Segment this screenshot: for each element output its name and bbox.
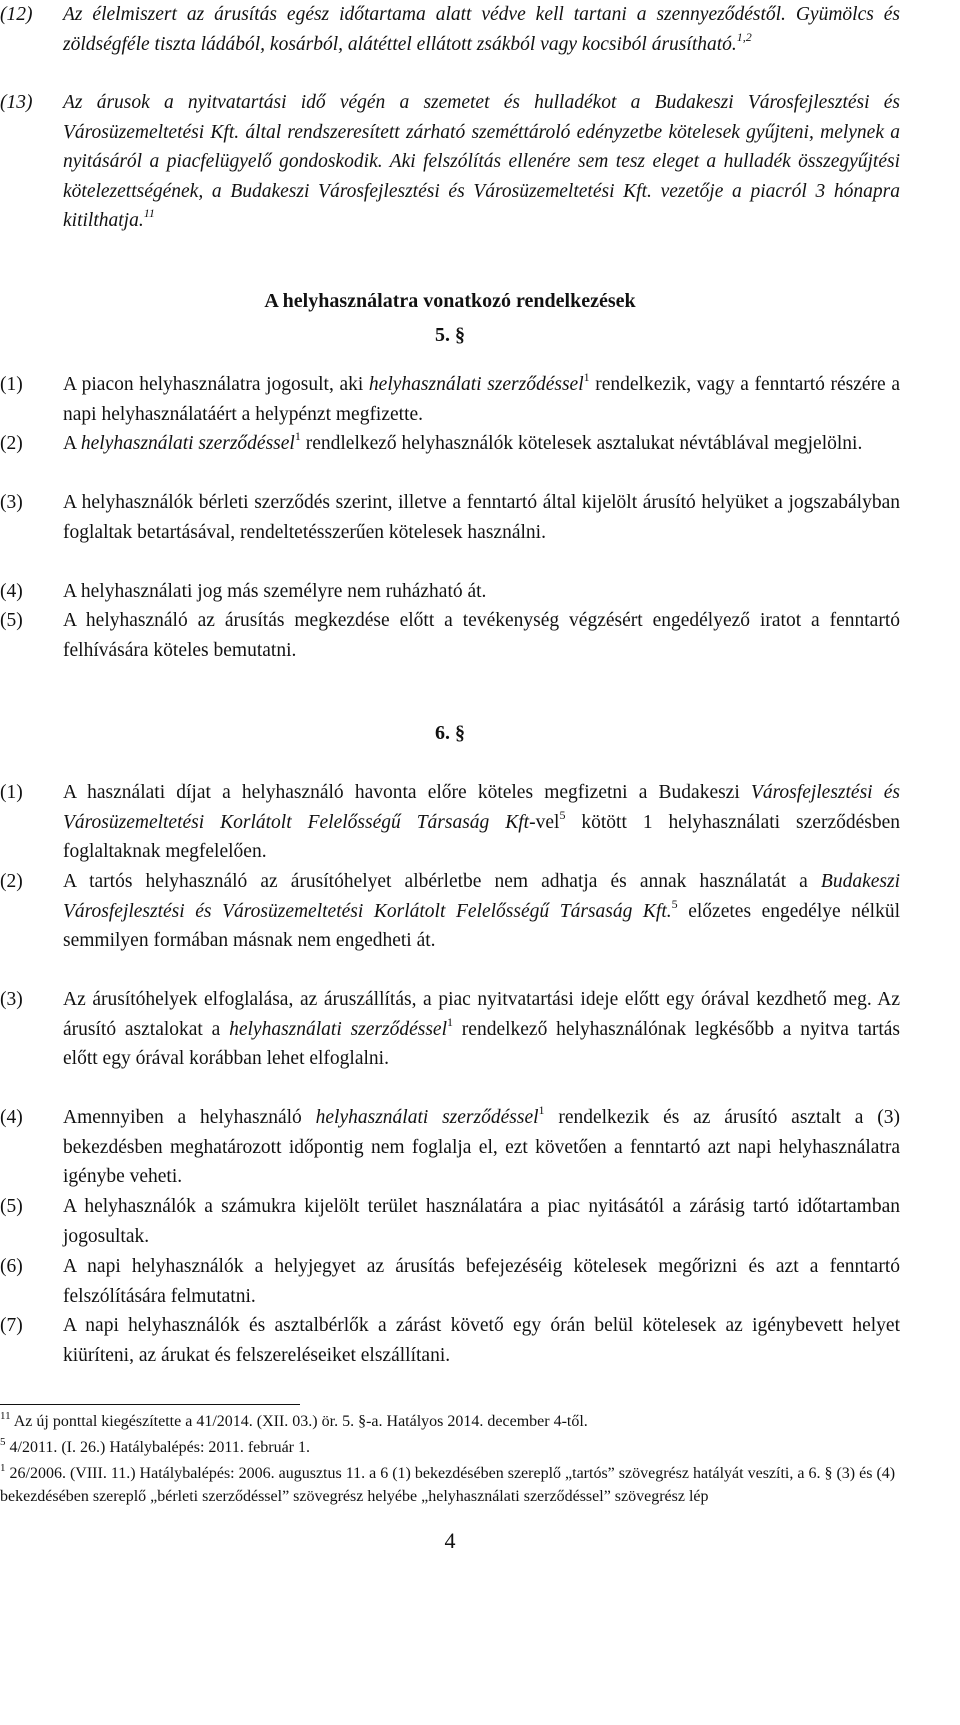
footnote-mark: 5 (0, 1436, 6, 1448)
footnote-text: 4/2011. (I. 26.) Hatálybalépés: 2011. február 1. (9, 1439, 310, 1456)
footnote-text: Az új ponttal kiegészítette a 41/2014. (XII. 03.) ör. 5. §-a. Hatályos 2014. december 4-től. (13, 1413, 588, 1430)
section-heading: A helyhasználatra vonatkozó rendelkezések (264, 290, 636, 312)
section6-item-7: (7) A napi helyhasználók és asztalbérlők a zárást követő egy órán belül kötelesek az igénybevett helyet kiüríteni, az árukat és felszereléseiket elszállítani. (0, 1311, 900, 1370)
section5-item-1: (1) A piacon helyhasználatra jogosult, aki helyhasználati szerződéssel$^1$ rendelkezik, vagy a fenntartó részére a napi helyhasználatáért a helypénzt megfizette. (0, 370, 900, 425)
section6-item-6: (6) A napi helyhasználók a helyjegyet az árusítás befejezéséig kötelesek megőrizni és azt a fenntartó felszólítására felmutatni. (0, 1252, 900, 1311)
paragraph-number: (13) (0, 92, 33, 113)
section5-item-5: (5) A helyhasználó az árusítás megkezdése előtt a tevékenység végzésért engedélyező iratot a fenntartó felhívására köteles bemutatni. (0, 606, 900, 665)
italic-term: helyhasználati szerződéssel (315, 1107, 539, 1128)
paragraph-12 (0, 0, 900, 59)
page-number: 4 (444, 1528, 456, 1553)
item-number: (3) (0, 492, 23, 513)
section-number: 6. § (435, 722, 465, 744)
item-number: (6) (0, 1256, 23, 1277)
section-number: 5. § (435, 324, 465, 346)
footnote-separator (0, 1404, 300, 1405)
footnote-ref[interactable]: 1 (294, 429, 301, 443)
footnote-ref[interactable]: 1 (447, 1014, 453, 1029)
section5-item-2: (2) A helyhasználati szerződéssel$^1$ rendlelkező helyhasználók kötelesek asztalukat névtáblával megjelölni. (0, 429, 900, 459)
paragraph-13 (0, 88, 900, 236)
footnote-ref[interactable]: 1 (538, 1103, 545, 1117)
footnote-ref[interactable]: 5 (671, 896, 678, 911)
item-number: (1) (0, 782, 23, 803)
footnote (0, 1410, 900, 1433)
item-number: (7) (0, 1315, 23, 1336)
section6-item-5: (5) A helyhasználók a számukra kijelölt terület használatára a piac nyitásától a zárásig tartó időtartamban jogosultak. (0, 1192, 900, 1251)
item-number: (4) (0, 581, 23, 602)
footnote-mark: 1 (0, 1462, 6, 1474)
item-number: (1) (0, 374, 23, 395)
item-number: (4) (0, 1107, 23, 1128)
item-number: (2) (0, 433, 23, 454)
section5-item-3: (3) A helyhasználók bérleti szerződés szerint, illetve a fenntartó által kijelölt árusító helyüket a jogszabályban foglaltak betartásával, rendeltetésszerűen kötelesek használni. (0, 488, 900, 547)
paragraph-number: (12) (0, 4, 33, 25)
item-number: (5) (0, 610, 23, 631)
item-number: (5) (0, 1196, 23, 1217)
italic-term: Városfejlesztési és Városüzemeltetési Korlátolt Felelősségű Társaság Kft (63, 782, 900, 833)
section6-item-2: (2) A tartós helyhasználó az árusítóhelyet albérletbe nem adhatja és annak használatát a Budakeszi Városfejlesztési és Városüzemeltetési Korlátolt Felelősségű Társaság Kft.$^5$ előzetes engedélye nélkül semmilyen formában másnak nem engedheti át. (0, 867, 900, 956)
footnote-ref[interactable]: 5 (559, 807, 566, 822)
footnote-mark: 11 (0, 1410, 11, 1422)
section6-item-1: (1) A használati díjat a helyhasználó havonta előre köteles megfizetni a Budakeszi Városfejlesztési és Városüzemeltetési Korlátolt Felelősségű Társaság Kft-vel$^5$ kötött 1 helyhasználati szerződésben foglaltaknak megfelelően. (0, 778, 900, 867)
section5-item-4: (4) A helyhasználati jog más személyre nem ruházható át. (0, 577, 900, 607)
item-number: (3) (0, 989, 23, 1010)
section6-item-4: (4) Amennyiben a helyhasználó helyhasználati szerződéssel$^1$ rendelkezik és az árusító asztalt a (3) bekezdésben meghatározott időpontig nem foglalja el, ezt követően a fenntartó azt napi helyhasználatra igénybe veheti. (0, 1103, 900, 1187)
italic-term: helyhasználati szerződéssel (80, 433, 295, 454)
paragraph-text: Az árusok a nyitvatartási idő végén a szemetet és hulladékot a Budakeszi Városfejlesztési és Városüzemeltetési Kft. által rendszeresített zárható szeméttároló edényzetbe kötelesek gyűjteni, melynek a nyitásáról a piacfelügyelő gondoskodik. Aki felszólítás ellenére sem tesz eleget a hulladék összegyűjtési kötelezettségének, a Budakeszi Városfejlesztési és Városüzemeltetési Kft. vezetője a piacról 3 hónapra kitilthatja. (63, 92, 900, 231)
section6-item-3: (3) Az árusítóhelyek elfoglalása, az áruszállítás, a piac nyitvatartási ideje előtt egy órával kezdhető meg. Az árusító asztalokat a helyhasználati szerződéssel$^1$ rendelkező helyhasználónak legkésőbb a nyitva tartás előtt egy órával korábban lehet elfoglalni. (0, 985, 900, 1074)
footnote-ref[interactable]: 11 (143, 206, 155, 220)
footnote (0, 1462, 900, 1508)
italic-term: Budakeszi Városfejlesztési és Városüzemeltetési Korlátolt Felelősségű Társaság Kft. (63, 871, 900, 922)
footnote (0, 1436, 900, 1459)
footnote-text: 26/2006. (VIII. 11.) Hatálybalépés: 2006. augusztus 11. a 6 (1) bekezdésében szereplő „tartós” szövegrész hatályát veszíti, a 6. § (3) és (4) bekezdésében szereplő „bérleti szerződéssel” szövegrész helyébe „helyhasználati szerződéssel” szövegrész lép (0, 1465, 896, 1505)
italic-term: helyhasználati szerződéssel (229, 1018, 447, 1040)
item-number: (2) (0, 871, 23, 892)
italic-term: helyhasználati szerződéssel (368, 374, 584, 395)
footnote-ref[interactable]: 1 (583, 370, 590, 384)
paragraph-text: Az élelmiszert az árusítás egész időtartama alatt védve kell tartani a szennyeződéstől. Gyümölcs és zöldségféle tiszta ládából, kosárból, alátéttel ellátott zsákból vagy kocsiból árusítható. (63, 4, 900, 55)
footnote-ref[interactable]: 1,2 (736, 29, 752, 44)
